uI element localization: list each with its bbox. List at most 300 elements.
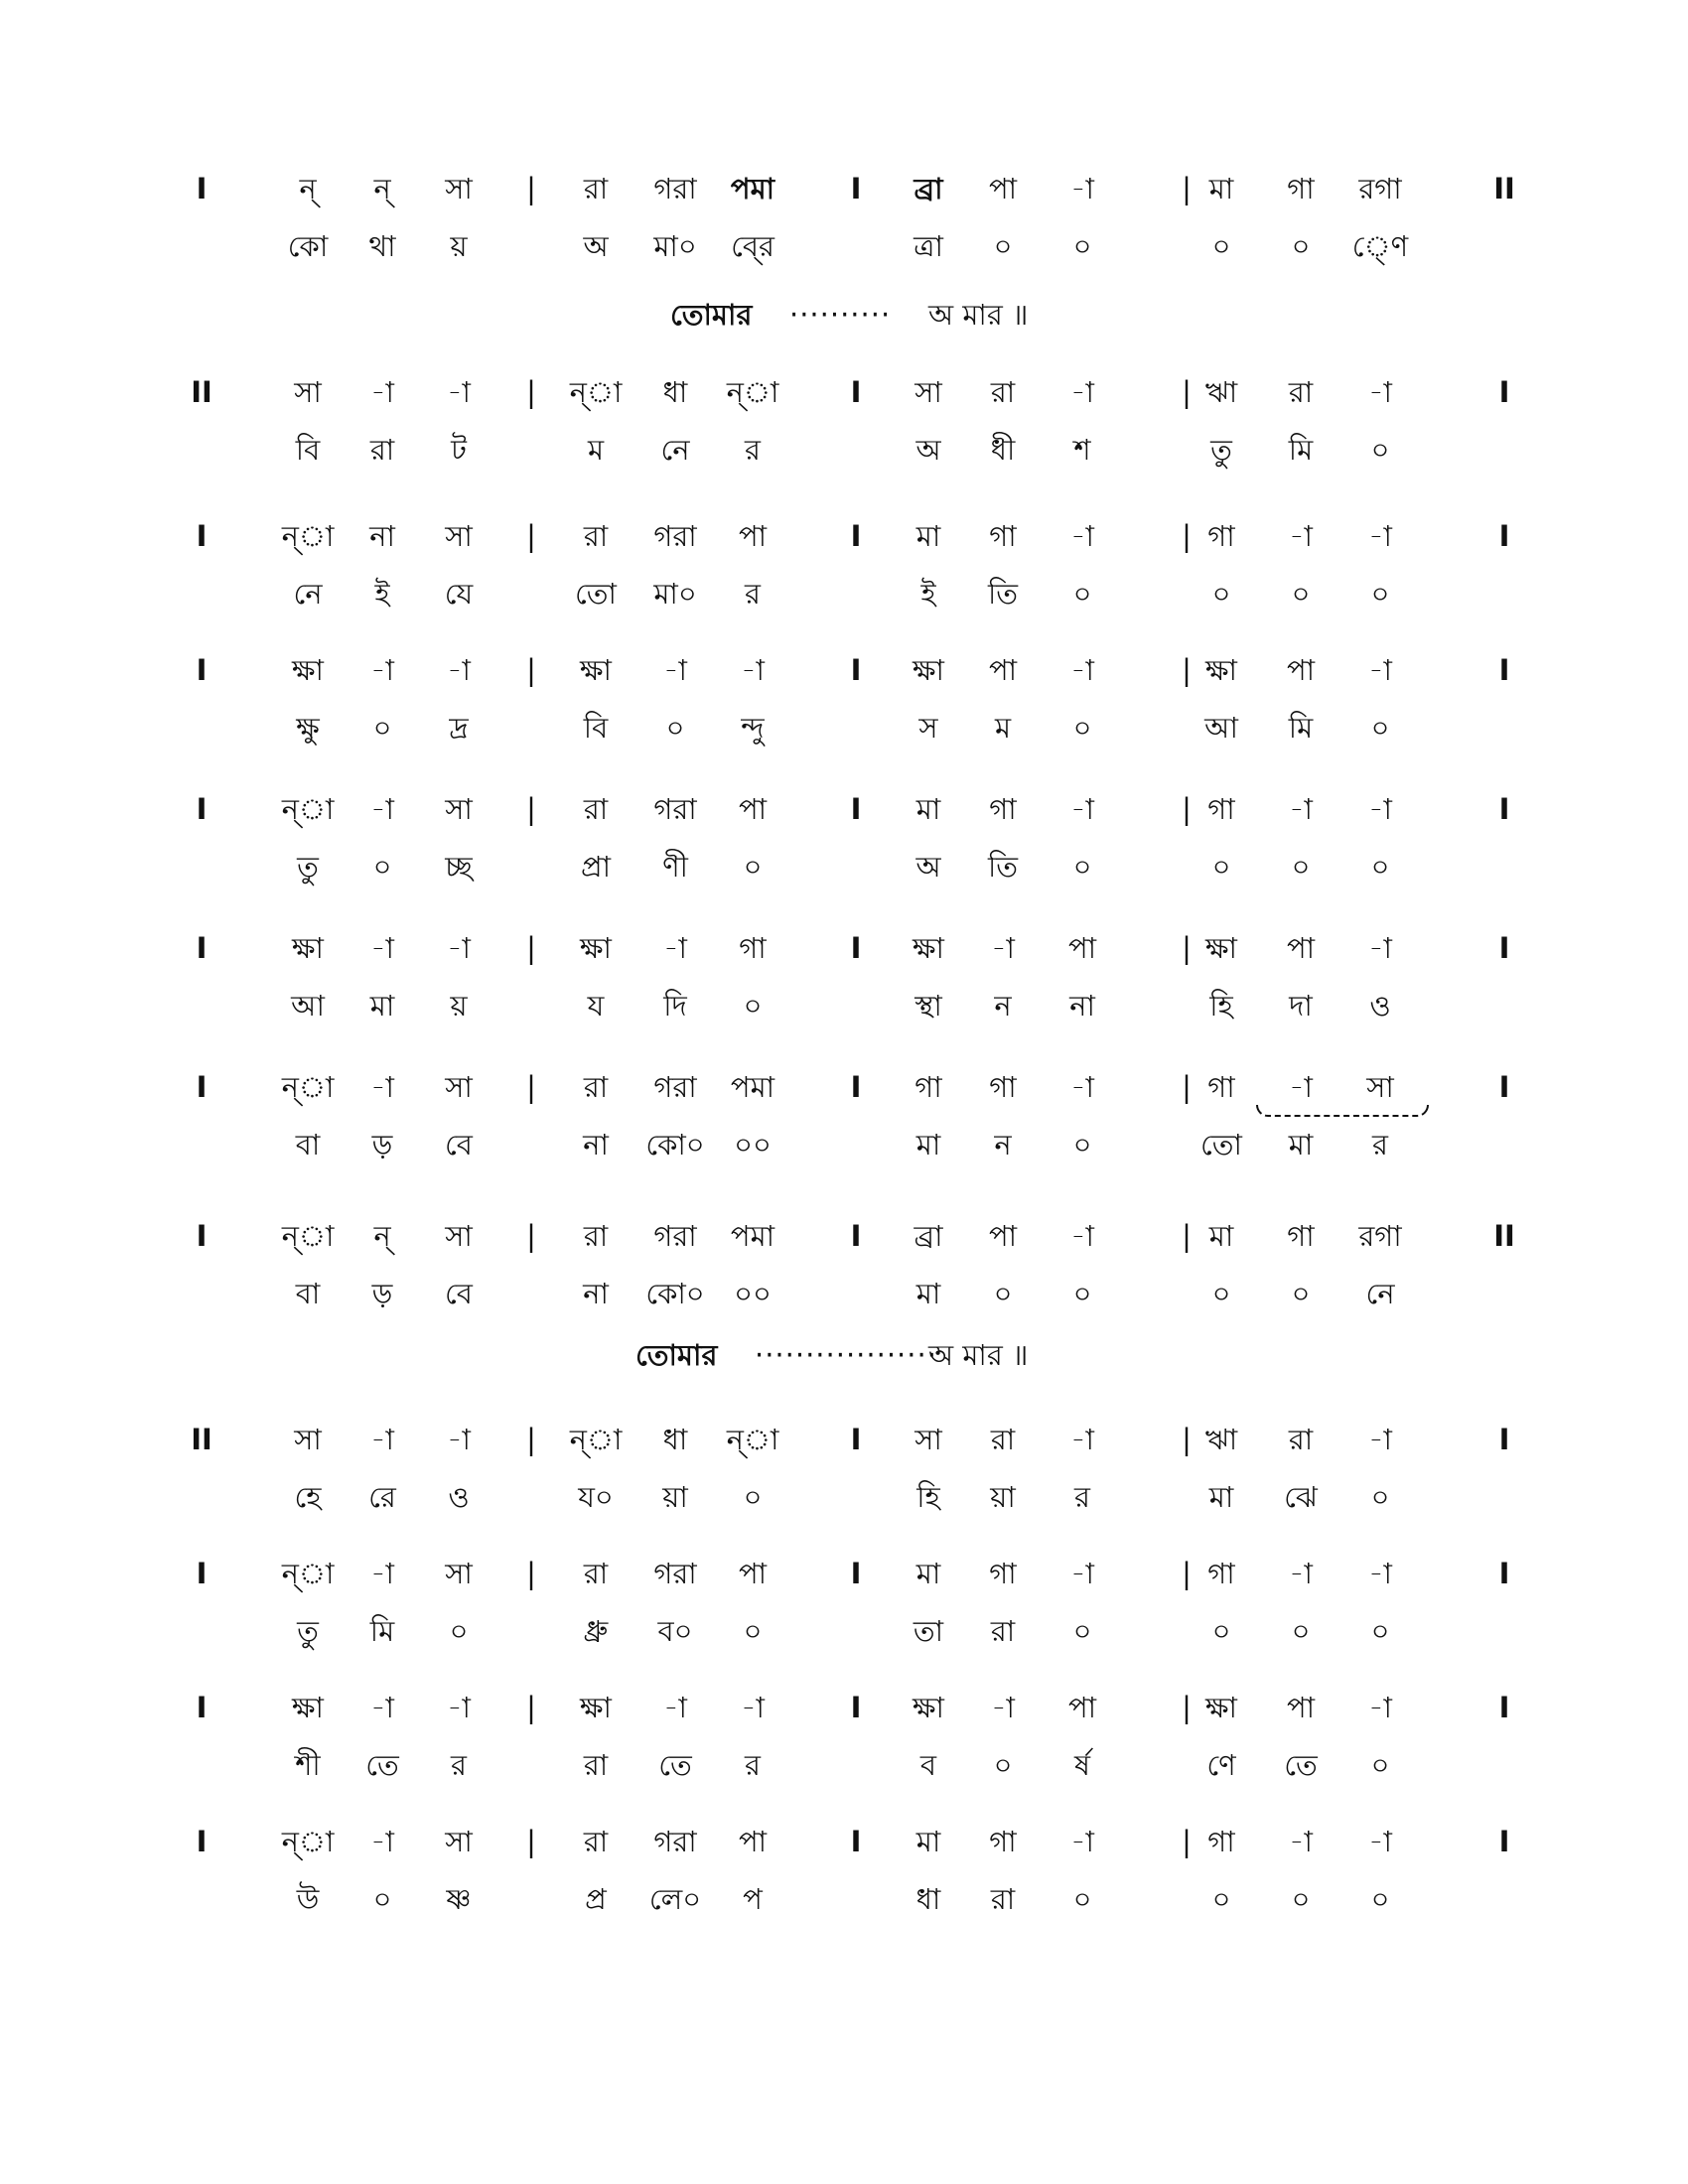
row-open-marker: I (196, 653, 208, 687)
half-bar-marker: I (850, 792, 862, 826)
refrain-end: অ মার ॥ (928, 298, 1029, 332)
swara-note: -া (1070, 1070, 1094, 1104)
swara-note: পা (1286, 653, 1316, 687)
lyric-syllable: ০ (993, 1748, 1013, 1782)
lyric-syllable: ০ (1072, 1277, 1092, 1310)
swara-note: ন্ (299, 172, 317, 205)
notation-row (0, 1410, 1688, 1469)
lyric-syllable: ০ (1072, 1882, 1092, 1916)
swara-note: মা (915, 519, 941, 553)
notation-row (0, 1206, 1688, 1266)
lyric-syllable: মা০ (653, 229, 697, 263)
row-close-marker: I (1498, 1825, 1510, 1858)
lyric-syllable: রা (990, 1882, 1016, 1916)
lyric-syllable: নে (1365, 1277, 1395, 1310)
swara-note: পা (738, 792, 768, 826)
lyric-syllable: ০ (1291, 577, 1311, 611)
lyric-syllable: ০ (743, 1614, 763, 1648)
swara-note: ন্া (281, 1557, 335, 1590)
swara-note: ন্া (281, 1070, 335, 1104)
row-open-marker: I (196, 1825, 208, 1858)
swara-note: পা (1286, 931, 1316, 965)
swara-note: পমা (730, 172, 775, 205)
swara-note: রগা (1358, 172, 1402, 205)
lyric-syllable: ০ (993, 1277, 1013, 1310)
swara-note: ক্ষা (292, 931, 324, 965)
swara-note: গরা (653, 519, 697, 553)
swara-note: -া (1289, 792, 1313, 826)
lyric-syllable: কো০ (645, 1128, 705, 1161)
lyric-syllable: রা (990, 1614, 1016, 1648)
lyric-syllable: ০ (1370, 577, 1390, 611)
bar-divider: | (1182, 1557, 1192, 1590)
lyric-syllable: তি (987, 577, 1019, 611)
lyric-syllable: বি (295, 433, 321, 467)
row-close-marker: I (1498, 792, 1510, 826)
row-open-marker: I (196, 172, 208, 205)
lyric-syllable: ০ (1072, 1128, 1092, 1161)
swara-note: সা (914, 375, 942, 409)
swara-note: -া (1368, 653, 1392, 687)
swara-note: -া (663, 653, 687, 687)
swara-note: গরা (653, 792, 697, 826)
notation-row (0, 918, 1688, 978)
lyric-syllable: তু (297, 850, 319, 884)
refrain-start: তোমার (670, 298, 753, 332)
bar-divider: | (526, 1557, 536, 1590)
swara-note: গা (989, 1557, 1017, 1590)
notation-row (0, 1544, 1688, 1603)
lyric-syllable: নে (293, 577, 323, 611)
lyric-syllable: স (918, 711, 938, 745)
bar-divider: | (526, 792, 536, 826)
lyric-syllable: ০০ (734, 1128, 772, 1161)
swara-note: -া (1368, 792, 1392, 826)
row-close-marker: II (1493, 172, 1515, 205)
bar-divider: | (1182, 1070, 1192, 1104)
swara-note: সা (914, 1423, 942, 1456)
swara-note: -া (1070, 1219, 1094, 1253)
half-bar-marker: I (850, 1691, 862, 1724)
row-close-marker: I (1498, 1557, 1510, 1590)
lyric-syllable: ০ (1211, 577, 1231, 611)
swara-note: পা (1286, 1691, 1316, 1724)
notation-row (0, 506, 1688, 566)
swara-note: সা (445, 792, 473, 826)
lyric-syllable: নে (660, 433, 690, 467)
lyric-syllable: ০ (993, 229, 1013, 263)
row-close-marker: I (1498, 653, 1510, 687)
swara-note: ন্ (373, 172, 391, 205)
row-open-marker: I (196, 792, 208, 826)
swara-note: ন্া (569, 1423, 623, 1456)
swara-note: গা (989, 792, 1017, 826)
swara-note: গরা (653, 1557, 697, 1590)
lyric-syllable: তু (1210, 433, 1232, 467)
lyric-syllable: ০ (1072, 577, 1092, 611)
swara-note: -া (1070, 1825, 1094, 1858)
notation-row (0, 1812, 1688, 1871)
swara-note: ন্া (281, 519, 335, 553)
lyric-syllable: ০ (1211, 850, 1231, 884)
swara-note: গা (1207, 1070, 1235, 1104)
swara-note: পা (738, 519, 768, 553)
lyric-syllable: বে্র (731, 229, 774, 263)
swara-note: ক্ষা (913, 931, 944, 965)
swara-note: গা (1207, 792, 1235, 826)
lyric-syllable: না (583, 1128, 609, 1161)
swara-note: -া (370, 1557, 394, 1590)
swara-note: রগা (1358, 1219, 1402, 1253)
lyric-row (0, 1264, 1688, 1323)
lyric-row (0, 420, 1688, 479)
lyric-syllable: প্রা (580, 850, 612, 884)
swara-note: -া (741, 1691, 765, 1724)
row-open-marker: I (196, 1557, 208, 1590)
half-bar-marker: I (850, 1825, 862, 1858)
swara-note: গা (1287, 1219, 1315, 1253)
lyric-row (0, 837, 1688, 896)
slur-mark (1256, 1105, 1429, 1117)
notation-row (0, 1057, 1688, 1117)
lyric-syllable: ০ (1370, 1748, 1390, 1782)
swara-note: ব্রা (914, 1219, 943, 1253)
swara-note: -া (663, 1691, 687, 1724)
bar-divider: | (526, 1219, 536, 1253)
row-open-marker: I (196, 931, 208, 965)
swara-note: গরা (653, 1825, 697, 1858)
lyric-syllable: মা (1208, 1480, 1234, 1514)
refrain-dots: ·················· (755, 1338, 937, 1372)
lyric-syllable: ড় (371, 1277, 393, 1310)
swara-note: পমা (730, 1219, 775, 1253)
lyric-syllable: ন্দু (741, 711, 765, 745)
swara-note: -া (370, 1070, 394, 1104)
swara-note: -া (447, 1691, 471, 1724)
swara-note: পা (738, 1557, 768, 1590)
lyric-syllable: ০ (1072, 229, 1092, 263)
bar-divider: | (526, 931, 536, 965)
swara-note: -া (1070, 375, 1094, 409)
lyric-syllable: আ (291, 989, 325, 1023)
swara-note: -া (447, 931, 471, 965)
lyric-row (0, 1467, 1688, 1527)
lyric-syllable: ০ (1291, 229, 1311, 263)
half-bar-marker: I (850, 1219, 862, 1253)
lyric-syllable: য় (450, 989, 468, 1023)
lyric-syllable: ০ (1211, 229, 1231, 263)
swara-note: সা (1366, 1070, 1394, 1104)
bar-divider: | (526, 1691, 536, 1724)
row-open-marker: I (196, 1219, 208, 1253)
lyric-syllable: আ (1204, 711, 1238, 745)
lyric-syllable: ষ্ণ (446, 1882, 472, 1916)
lyric-syllable: ০০ (734, 1277, 772, 1310)
swara-note: গা (1207, 1825, 1235, 1858)
lyric-syllable: ট (451, 433, 467, 467)
lyric-syllable: হে (294, 1480, 322, 1514)
half-bar-marker: I (850, 172, 862, 205)
swara-note: মা (915, 792, 941, 826)
row-close-marker: I (1498, 375, 1510, 409)
lyric-syllable: কো০ (645, 1277, 705, 1310)
row-close-marker: I (1498, 1070, 1510, 1104)
lyric-syllable: ই (920, 577, 936, 611)
swara-note: -া (447, 375, 471, 409)
lyric-syllable: তো (1200, 1128, 1242, 1161)
swara-note: ন্ (373, 1219, 391, 1253)
lyric-syllable: য় (450, 229, 468, 263)
swara-note: -া (991, 1691, 1015, 1724)
lyric-syllable: না (583, 1277, 609, 1310)
swara-note: সা (445, 519, 473, 553)
lyric-syllable: ০ (1370, 1480, 1390, 1514)
swara-note: ন্া (281, 792, 335, 826)
lyric-syllable: য (587, 989, 605, 1023)
lyric-row (0, 1601, 1688, 1661)
lyric-syllable: ন (994, 989, 1012, 1023)
lyric-syllable: ণী (662, 850, 688, 884)
swara-note: -া (1289, 1557, 1313, 1590)
swara-note: রা (1288, 375, 1314, 409)
lyric-syllable: র (745, 577, 761, 611)
swara-note: ক্ষা (913, 1691, 944, 1724)
swara-note: সা (445, 1557, 473, 1590)
swara-note: -া (1368, 375, 1392, 409)
swara-note: -া (447, 653, 471, 687)
bar-divider: | (1182, 1423, 1192, 1456)
swara-note: -া (1070, 792, 1094, 826)
swara-note: পা (988, 172, 1018, 205)
swara-note: -া (370, 653, 394, 687)
lyric-syllable: য০ (578, 1480, 614, 1514)
notation-row (0, 1678, 1688, 1737)
lyric-row (0, 976, 1688, 1035)
lyric-syllable: অ (583, 229, 609, 263)
swara-note: ক্ষা (292, 653, 324, 687)
lyric-syllable: ০ (1370, 711, 1390, 745)
lyric-syllable: তে (1284, 1748, 1318, 1782)
lyric-syllable: প (743, 1882, 763, 1916)
lyric-row (0, 1869, 1688, 1929)
swara-note: ন্া (726, 1423, 779, 1456)
lyric-syllable: ০ (372, 850, 392, 884)
bar-divider: | (526, 375, 536, 409)
lyric-syllable: ক্ষু (296, 711, 320, 745)
lyric-syllable: ০ (1211, 1882, 1231, 1916)
lyric-syllable: ঝে (1284, 1480, 1318, 1514)
swara-note: পা (1067, 1691, 1097, 1724)
swara-note: মা (1208, 172, 1234, 205)
lyric-syllable: ০ (1291, 1882, 1311, 1916)
swara-note: -া (1368, 1691, 1392, 1724)
swara-note: রা (1288, 1423, 1314, 1456)
swara-note: -া (1070, 653, 1094, 687)
lyric-syllable: ে্ণ (1351, 229, 1409, 263)
swara-note: ন্া (569, 375, 623, 409)
lyric-syllable: শ (1073, 433, 1091, 467)
lyric-syllable: ম (994, 711, 1012, 745)
swara-note: -া (1368, 931, 1392, 965)
lyric-syllable: য়া (662, 1480, 688, 1514)
lyric-syllable: ব০ (657, 1614, 693, 1648)
swara-note: রা (583, 792, 609, 826)
swara-note: গা (739, 931, 767, 965)
lyric-syllable: হি (1209, 989, 1233, 1023)
lyric-syllable: ম (587, 433, 605, 467)
lyric-syllable: ড় (371, 1128, 393, 1161)
lyric-syllable: উ (296, 1882, 320, 1916)
swara-note: -া (370, 1423, 394, 1456)
swara-note: ক্ষা (292, 1691, 324, 1724)
row-close-marker: II (1493, 1219, 1515, 1253)
lyric-syllable: স্থা (914, 989, 942, 1023)
lyric-syllable: ও (448, 1480, 470, 1514)
lyric-syllable: মি (1288, 433, 1314, 467)
row-open-marker: I (196, 1691, 208, 1724)
lyric-syllable: মি (369, 1614, 395, 1648)
swara-note: সা (445, 1825, 473, 1858)
swara-note: রা (583, 1825, 609, 1858)
lyric-syllable: যে (444, 577, 474, 611)
lyric-syllable: রা (583, 1748, 609, 1782)
swara-note: -া (1070, 172, 1094, 205)
lyric-syllable: ০ (1291, 850, 1311, 884)
notation-row (0, 362, 1688, 422)
lyric-syllable: দা (1289, 989, 1313, 1023)
bar-divider: | (526, 172, 536, 205)
swara-note: মা (915, 1557, 941, 1590)
half-bar-marker: I (850, 375, 862, 409)
lyric-syllable: ত্রা (914, 229, 943, 263)
swara-note: রা (990, 1423, 1016, 1456)
lyric-syllable: ও (1369, 989, 1391, 1023)
bar-divider: | (1182, 1825, 1192, 1858)
lyric-syllable: শী (295, 1748, 321, 1782)
swara-note: -া (370, 375, 394, 409)
lyric-syllable: ন (994, 1128, 1012, 1161)
lyric-syllable: কো (287, 229, 329, 263)
lyric-syllable: রা (369, 433, 395, 467)
swara-note: গা (989, 1825, 1017, 1858)
swara-note: -া (1070, 519, 1094, 553)
swara-note: গরা (653, 172, 697, 205)
swara-note: পা (1067, 931, 1097, 965)
swara-note: ধা (662, 1423, 688, 1456)
swara-note: গরা (653, 1070, 697, 1104)
lyric-syllable: ০ (1370, 433, 1390, 467)
lyric-syllable: বে (445, 1128, 473, 1161)
lyric-syllable: ০ (1370, 1614, 1390, 1648)
lyric-syllable: য়া (990, 1480, 1016, 1514)
row-close-marker: I (1498, 931, 1510, 965)
lyric-syllable: তে (365, 1748, 399, 1782)
lyric-syllable: লে০ (648, 1882, 702, 1916)
swara-note: গরা (653, 1219, 697, 1253)
bar-divider: | (1182, 519, 1192, 553)
swara-note: রা (583, 1557, 609, 1590)
half-bar-marker: I (850, 653, 862, 687)
lyric-syllable: র (745, 1748, 761, 1782)
swara-note: ন্া (726, 375, 779, 409)
lyric-syllable: মা (915, 1128, 941, 1161)
swara-note: ক্ষা (580, 1691, 612, 1724)
lyric-syllable: ০ (743, 1480, 763, 1514)
lyric-syllable: থা (368, 229, 396, 263)
lyric-syllable: ০ (1291, 1614, 1311, 1648)
lyric-syllable: ০ (1072, 850, 1092, 884)
swara-note: -া (1368, 519, 1392, 553)
lyric-syllable: ০ (1072, 711, 1092, 745)
lyric-syllable: র (451, 1748, 467, 1782)
bar-divider: | (1182, 172, 1192, 205)
swara-note: -া (1368, 1825, 1392, 1858)
swara-note: মা (915, 1825, 941, 1858)
row-close-marker: I (1498, 1691, 1510, 1724)
lyric-syllable: মা (915, 1277, 941, 1310)
lyric-syllable: চ্ছ (445, 850, 473, 884)
lyric-syllable: ০ (449, 1614, 469, 1648)
swara-note: ঋা (1204, 375, 1238, 409)
lyric-syllable: ০ (1370, 1882, 1390, 1916)
bar-divider: | (526, 1070, 536, 1104)
lyric-syllable: তি (987, 850, 1019, 884)
row-close-marker: I (1498, 1423, 1510, 1456)
swara-note: রা (583, 1070, 609, 1104)
lyric-syllable: তো (575, 577, 617, 611)
swara-note: গা (989, 1070, 1017, 1104)
swara-note: সা (445, 172, 473, 205)
bar-divider: | (1182, 1219, 1192, 1253)
bar-divider: | (526, 1423, 536, 1456)
lyric-syllable: ০ (1072, 1614, 1092, 1648)
lyric-syllable: ব (919, 1748, 937, 1782)
swara-note: -া (1368, 1423, 1392, 1456)
swara-note: -া (1070, 1557, 1094, 1590)
lyric-row (0, 216, 1688, 276)
lyric-row (0, 698, 1688, 757)
swara-note: সা (445, 1219, 473, 1253)
swara-note: সা (445, 1070, 473, 1104)
lyric-syllable: তু (297, 1614, 319, 1648)
bar-divider: | (1182, 653, 1192, 687)
lyric-syllable: ০ (743, 850, 763, 884)
swara-note: গা (1207, 519, 1235, 553)
swara-note: -া (1289, 519, 1313, 553)
half-bar-marker: I (850, 1557, 862, 1590)
swara-note: মা (1208, 1219, 1234, 1253)
lyric-syllable: তে (658, 1748, 692, 1782)
half-bar-marker: I (850, 1423, 862, 1456)
lyric-row (0, 1115, 1688, 1174)
lyric-syllable: তা (913, 1614, 944, 1648)
lyric-syllable: প্র (585, 1882, 607, 1916)
refrain-line (0, 1325, 1688, 1385)
swara-note: পা (988, 1219, 1018, 1253)
lyric-syllable: দি (663, 989, 687, 1023)
swara-note: -া (741, 653, 765, 687)
swara-note: পা (738, 1825, 768, 1858)
swara-note: ক্ষা (580, 931, 612, 965)
lyric-syllable: বা (295, 1277, 321, 1310)
refrain-line (0, 285, 1688, 344)
lyric-syllable: অ (915, 433, 941, 467)
swara-note: গা (1207, 1557, 1235, 1590)
refrain-dots: ·········· (789, 298, 892, 332)
lyric-syllable: ই (374, 577, 390, 611)
swara-note: -া (663, 931, 687, 965)
lyric-syllable: বি (583, 711, 609, 745)
